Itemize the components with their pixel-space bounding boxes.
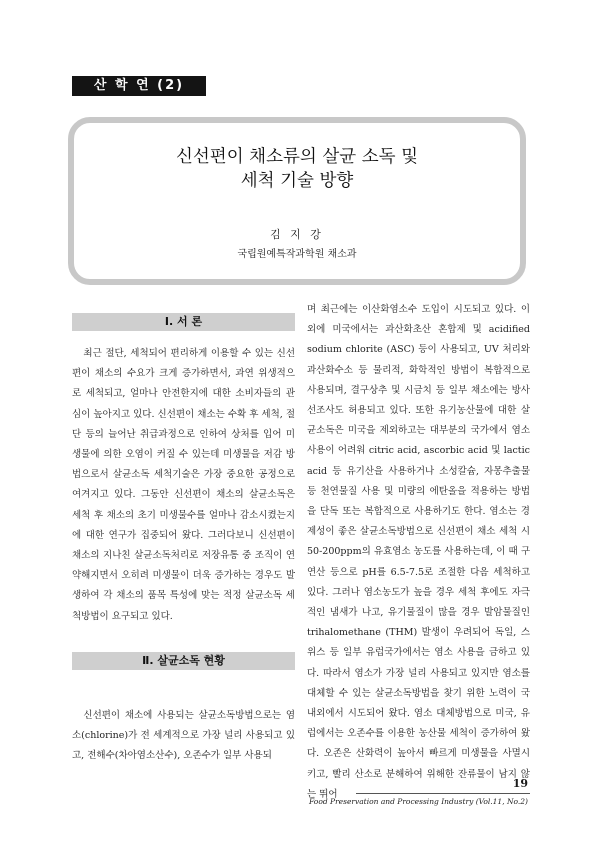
section-heading-status: Ⅱ. 살균소독 현황: [72, 652, 295, 670]
right-column-text: 며 최근에는 이산화염소수 도입이 시도되고 있다. 이외에 미국에서는 과산화초산 혼합제 및 acidified sodium chlorite (ASC) 등이 사용되고, UV 처리와 과산화수소 등 물리적, 화학적인 방법이 복합적으로 사용되며, 결구상추 및 시금치 등 일부 채소에는 방사선조사도 허용되고 있다. 또한 유기농산물에 대한 살균소독은 미국을 제외하고는 대부분의 국가에서 염소 사용이 어려워 citric acid, ascorbic acid 및 lactic acid 등 유기산을 사용하거나 소성칼슘, 자몽추출물 등 천연물질 사용 및 미량의 에탄올을 적용하는 방법을 단독 또는 복합적으로 사용하기도 한다. 염소는 경제성이 좋은 살균소독방법으로 신선편이 채소 세척 시 50-200ppm의 유효염소 농도를 사용하는데, 이 때 구연산 등으로 pH를 6.5-7.5로 조절한 다음 세척하고 있다. 그러나 염소농도가 높을 경우 세척 후에도 자극적인 냄새가 나고, 유기물질이 많을 경우 발암물질인 trihalomethane (THM) 발생이 우려되어 독일, 스위스 등 일부 유럽국가에서는 염소 사용을 금하고 있다. 따라서 염소가 가장 널리 사용되고 있지만 염소를 대체할 수 있는 살균소독방법을 찾기 위한 노력이 국내외에서 시도되어 왔다. 염소 대체방법으로 미국, 유럽에서는 오존수를 이용한 농산물 세척이 증가하여 왔다. 오존은 산화력이 높아서 빠르게 미생물을 사멸시키고, 빨리 산소로 분해하여 위해한 잔류물이 남지 않는 뛰어: [307, 304, 530, 800]
title-line-1: 신선편이 채소류의 살균 소독 및: [175, 147, 418, 167]
intro-text: 최근 절단, 세척되어 편리하게 이용할 수 있는 신선편이 채소의 수요가 크게 증가하면서, 과연 위생적으로 세척되고, 얼마나 안전한지에 대한 소비자들의 관심이 높아지고 있다. 신선편이 채소는 수확 후 세척, 절단 등의 늘어난 취급과정으로 인하여 상처를 입어 미생물에 의한 오염이 커질 수 있는데 미생물을 저감 방법으로서 살균소독 세척기술은 가장 중요한 공정으로 여겨지고 있다. 그동안 신선편이 채소의 살균소독은 세척 후 채소의 초기 미생물수를 얼마나 감소시켰는지에 대한 연구가 집중되어 왔다. 그러다보니 신선편이 채소의 지나친 살균소독처리로 저장유통 중 조직이 연약해지면서 오히려 미생물이 더욱 증가하는 경우도 발생하여 각 채소의 품목 특성에 맞는 적정 살균소독 세척방법이 요구되고 있다.: [72, 348, 295, 622]
status-paragraph: [72, 706, 295, 767]
section-heading-intro: Ⅰ. 서 론: [72, 313, 295, 331]
page-number: 19: [512, 777, 528, 790]
series-tag: 산 학 연 (2): [72, 76, 206, 96]
intro-paragraph: [72, 344, 295, 627]
author-name: 김 지 강: [270, 228, 324, 241]
footer-divider: [356, 793, 530, 794]
status-text: 신선편이 채소에 사용되는 살균소독방법으로는 염소(chlorine)가 전 세계적으로 가장 널리 사용되고 있고, 전해수(차아염소산수), 오존수가 일부 사용되: [72, 710, 295, 762]
journal-footer: Food Preservation and Processing Industry (Vol.11, No.2): [309, 797, 528, 806]
title-box: [68, 117, 526, 285]
author-affiliation: 국립원예특작과학원 채소과: [237, 249, 357, 260]
right-column: [307, 300, 530, 805]
article-title: [74, 145, 520, 193]
title-line-2: 세척 기술 방향: [240, 171, 354, 191]
